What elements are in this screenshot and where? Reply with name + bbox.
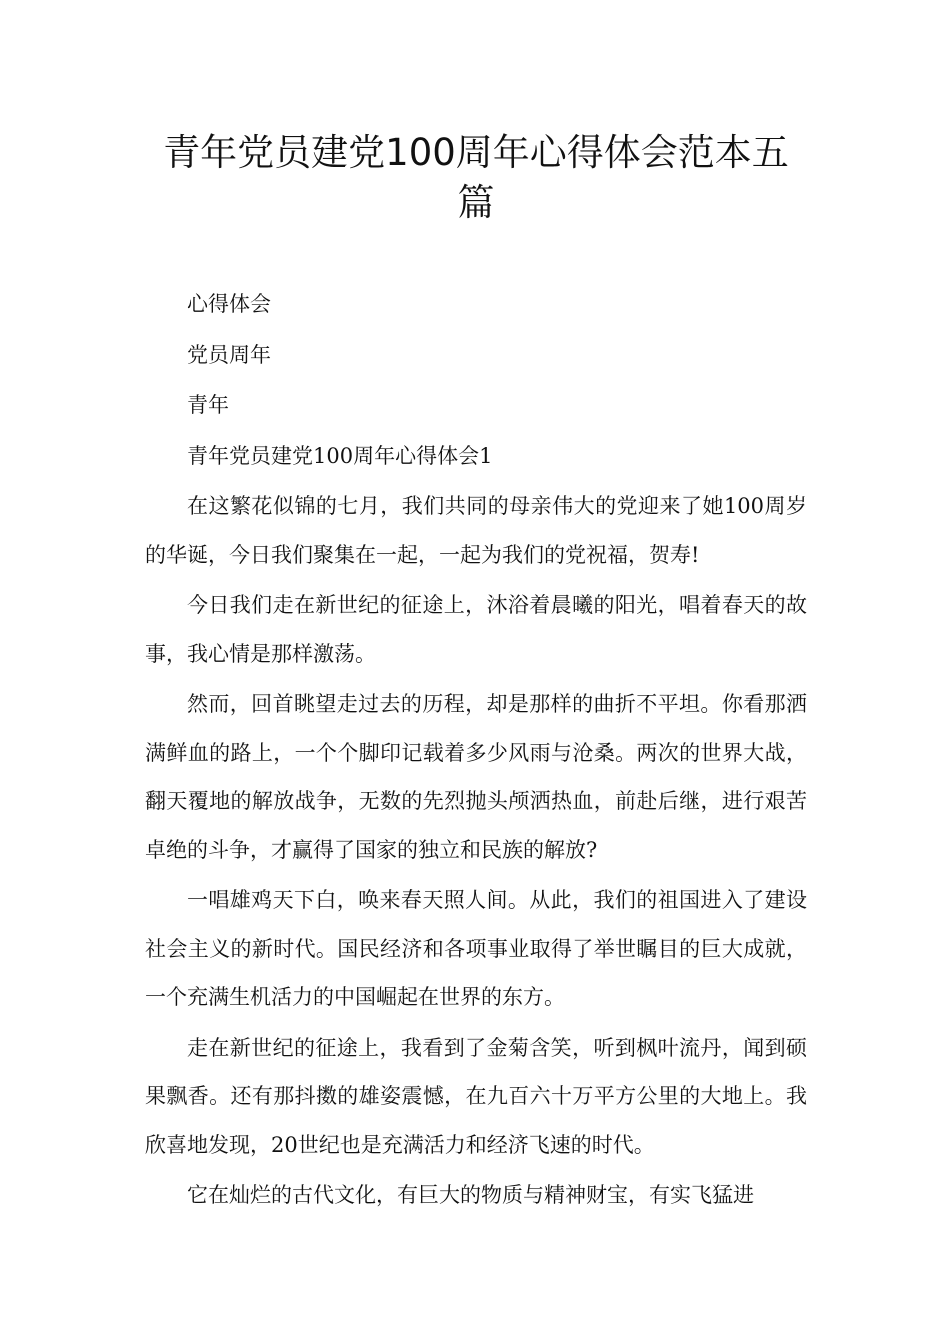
body-paragraph: 今日我们走在新世纪的征途上，沐浴着晨曦的阳光，唱着春天的故事，我心情是那样激荡。 [145, 593, 807, 666]
body-paragraph: 它在灿烂的古代文化，有巨大的物质与精神财宝，有实飞猛进 [187, 1183, 754, 1207]
document-body [145, 280, 807, 1222]
body-paragraph: 在这繁花似锦的七月，我们共同的母亲伟大的党迎来了她100周岁的华诞，今日我们聚集在一起，一起为我们的党祝福，贺寿! [145, 494, 807, 567]
keyword-line: 党员周年 [187, 342, 271, 367]
section-heading: 青年党员建党100周年心得体会1 [187, 443, 493, 468]
body-paragraph: 走在新世纪的征途上，我看到了金菊含笑，听到枫叶流丹，闻到硕果飘香。还有那抖擞的雄姿震憾，在九百六十万平方公里的大地上。我欣喜地发现，20世纪也是充满活力和经济飞速的时代。 [145, 1035, 807, 1157]
keyword-line: 心得体会 [187, 292, 271, 316]
document-title: 青年党员建党100周年心得体会范本五篇 [163, 131, 789, 224]
keyword-line: 青年 [187, 393, 229, 417]
body-paragraph: 然而，回首眺望走过去的历程，却是那样的曲折不平坦。你看那洒满鲜血的路上，一个个脚印记载着多少风雨与沧桑。两次的世界大战，翻天覆地的解放战争，无数的先烈抛头颅洒热血，前赴后继，进行艰苦卓绝的斗争，才赢得了国家的独立和民族的解放? [145, 692, 807, 862]
body-paragraph: 一唱雄鸡天下白，唤来春天照人间。从此，我们的祖国进入了建设社会主义的新时代。国民经济和各项事业取得了举世瞩目的巨大成就，一个充满生机活力的中国崛起在世界的东方。 [145, 888, 807, 1009]
